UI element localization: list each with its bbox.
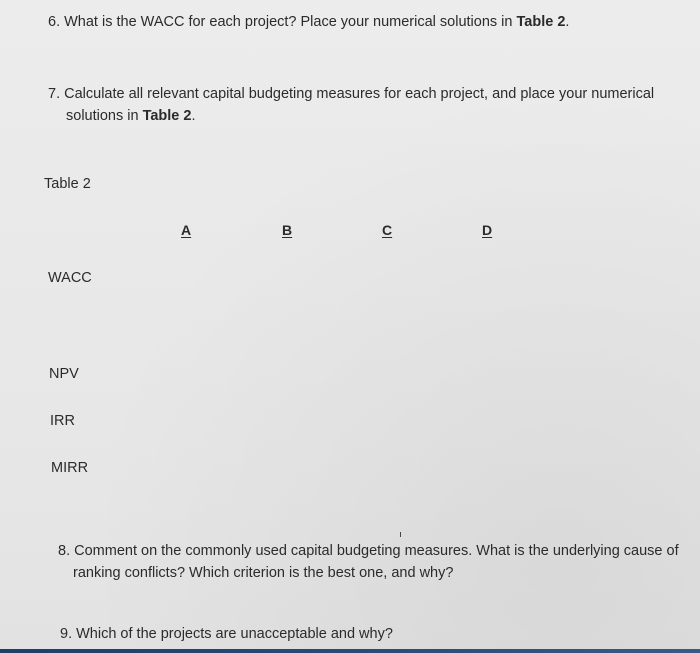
question-7-line2-text: solutions in: [66, 108, 143, 124]
question-7-line1: 7. Calculate all relevant capital budgeting measures for each project, and place your numerical: [48, 86, 655, 102]
row-label-irr: IRR: [50, 413, 75, 429]
column-header-d: D: [482, 222, 493, 238]
question-8-line2: ranking conflicts? Which criterion is the best one, and why?: [73, 565, 454, 581]
question-6-table-ref: Table 2: [516, 14, 566, 30]
row-label-mirr: MIRR: [51, 460, 89, 476]
question-9: 9. Which of the projects are unacceptable and why?: [60, 626, 393, 642]
table-caption: Table 2: [44, 176, 91, 192]
question-8: [58, 540, 683, 584]
question-7-table-ref: Table 2: [142, 108, 192, 124]
column-header-b: B: [282, 222, 293, 238]
row-label-npv: NPV: [49, 366, 79, 382]
question-6-text: 6. What is the WACC for each project? Place your numerical solutions in: [48, 14, 517, 30]
column-header-c: C: [382, 222, 393, 238]
row-label-wacc: WACC: [48, 270, 92, 286]
bottom-edge: [0, 649, 700, 653]
stray-mark: [400, 532, 401, 537]
question-8-line1: 8. Comment on the commonly used capital budgeting measures. What is the underlying cause of: [58, 543, 679, 559]
column-header-a: A: [181, 222, 192, 238]
question-6-period: .: [565, 14, 570, 30]
question-7: [48, 83, 678, 127]
question-7-line2: [48, 105, 678, 127]
question-7-period: .: [191, 108, 196, 124]
question-6: [48, 11, 569, 33]
